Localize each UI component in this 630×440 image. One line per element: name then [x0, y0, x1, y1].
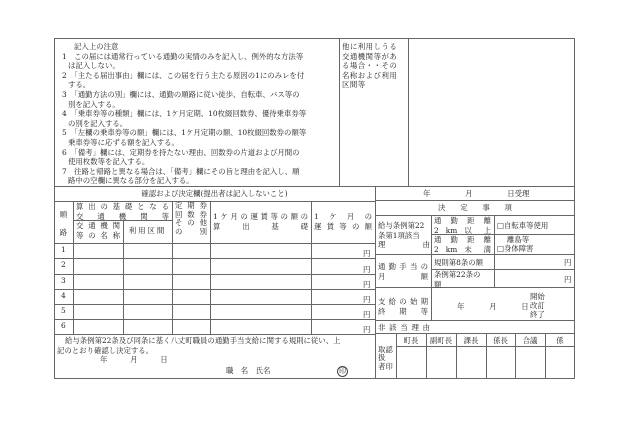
facility-cell[interactable] — [74, 274, 123, 289]
row-number: 5 — [61, 306, 66, 315]
basis-header — [76, 202, 169, 221]
yen-unit: 円 — [363, 280, 371, 289]
ticket-type-header — [175, 202, 207, 236]
section-cell[interactable] — [124, 319, 172, 334]
table-row — [54, 243, 375, 258]
period-options — [530, 292, 550, 320]
statement-line: 給与条例第22条及び同条に基く八丈町職員の通勤手当支給に関する規則に従い、上 — [65, 336, 341, 345]
yen-unit: 円 — [363, 249, 371, 258]
note-line: 7 往路と帰路と異なる場合は、「備考」欄にその旨と理由を記入し、順 — [62, 166, 300, 176]
note-line: 2 「主たる届出事由」欄には、この届を行う主たる原因の1にのみレを付 — [62, 70, 305, 80]
ticket-cell[interactable] — [173, 304, 210, 319]
label-line: 者印 — [378, 361, 393, 371]
table-row — [54, 319, 375, 334]
note-line: 路中の空欄に異なる部分を記入する。 — [68, 176, 194, 186]
row-number: 3 — [61, 276, 66, 285]
note-line: する。 — [68, 80, 91, 90]
note-line: 別を記入する。 — [68, 99, 120, 109]
facility-cell[interactable] — [74, 258, 123, 274]
bicycle-checkbox[interactable]: □自転車等使用 — [497, 221, 549, 230]
non-applicable-field[interactable] — [432, 321, 574, 333]
ticket-cell[interactable] — [173, 289, 210, 304]
disability-checkbox[interactable]: □身体障害 — [497, 244, 534, 253]
fare-basis-header — [213, 212, 308, 231]
label-line: 条第1項該当 — [378, 230, 420, 240]
rule8-amount-field[interactable] — [495, 255, 574, 269]
option-end[interactable]: 終了 — [530, 310, 545, 320]
divider — [339, 38, 340, 186]
role-deputy-mayor: 副町長 — [429, 336, 453, 345]
label-line: 額 — [434, 279, 442, 289]
stamp-section-chief[interactable] — [457, 347, 486, 378]
header-line: その他 — [175, 218, 207, 228]
ord22-label — [434, 270, 492, 289]
role-section-chief: 課長 — [463, 336, 479, 345]
month-label: 月 — [130, 355, 138, 364]
year-label: 年 — [100, 355, 108, 364]
header-line: 算 出 基 礎 — [213, 221, 308, 231]
yen-unit: 円 — [363, 310, 371, 319]
basis-cell[interactable] — [211, 319, 311, 334]
year-label: 年 — [423, 189, 431, 198]
day-label: 日 — [160, 355, 168, 364]
facility-cell[interactable] — [74, 319, 123, 334]
header-line: 算出の基礎となる — [76, 202, 169, 211]
receipt-date — [423, 189, 529, 199]
header-line: 交 通 機 関 等 — [76, 211, 169, 221]
other-transport-label — [342, 42, 406, 90]
option-start[interactable]: 開始 — [530, 292, 545, 301]
facility-cell[interactable] — [74, 304, 123, 319]
table-row — [54, 289, 375, 304]
section-cell[interactable] — [124, 304, 172, 319]
order-header — [54, 206, 73, 242]
ticket-cell[interactable] — [173, 258, 210, 274]
island-label: 離島等 — [507, 235, 530, 244]
table-row — [54, 274, 375, 289]
confirm-title: 確認および決定欄(提出者は記入しないこと) — [141, 189, 288, 198]
label-line: 交通機関等があ — [342, 51, 398, 61]
header-line: 1ケ月の運賃等の額の — [213, 212, 308, 221]
year-label: 年 — [457, 302, 465, 311]
section-cell[interactable] — [124, 274, 172, 289]
label-line: 理 由 — [378, 240, 430, 250]
ticket-cell[interactable] — [173, 274, 210, 289]
non-applicable-label: 非該当理由 — [378, 323, 430, 332]
basis-cell[interactable] — [211, 289, 311, 304]
divider — [54, 186, 575, 187]
label-line: 給与条例第22 — [378, 221, 425, 230]
divider — [408, 38, 409, 186]
label-line: る場合・・その — [342, 61, 398, 71]
label-line: 終 期 等 — [378, 306, 428, 316]
divider — [431, 215, 432, 320]
other-transport-field[interactable] — [410, 40, 574, 184]
header-line: 運賃等の額 — [314, 221, 372, 231]
label-line: 区間等 — [342, 80, 366, 90]
facility-cell[interactable] — [74, 243, 123, 258]
label-line: 支給の始期 — [378, 297, 428, 306]
stamp-deputy-mayor[interactable] — [427, 347, 456, 378]
decision-date — [100, 355, 168, 365]
section-cell[interactable] — [124, 289, 172, 304]
header-line: 1 ケ 月 の — [314, 212, 372, 221]
header-line: 回数券 — [175, 209, 207, 219]
label-line: 名称および利用 — [342, 70, 398, 80]
note-line: 5 「左欄の乗車券等の額」欄には、1ケ月定期の額、10枚綴回数券の額等 — [62, 128, 307, 138]
divider — [54, 334, 375, 335]
label-line: 扱 — [378, 353, 386, 363]
day-label: 日 — [521, 302, 529, 311]
label-line: 他に利用しうる — [342, 42, 398, 51]
statement-line: 記のとおり確認し決定する。 — [57, 345, 154, 355]
header-line: 路 — [59, 228, 68, 237]
notes-title: 記入上の注意 — [74, 42, 119, 51]
rule8-label: 規則第8条の額 — [434, 258, 484, 267]
seal-icon: 印 — [339, 367, 346, 375]
label-line: 通勤距離 — [434, 235, 491, 244]
period-date — [457, 302, 529, 312]
row-number: 6 — [61, 321, 66, 330]
notes-block — [62, 42, 332, 186]
label-line: 通勤手当の — [378, 262, 428, 271]
header-line: 交通機関 — [76, 221, 120, 230]
reason-label — [378, 221, 430, 250]
basis-cell[interactable] — [211, 258, 311, 274]
yen-unit: 円 — [363, 325, 371, 334]
divider — [375, 200, 575, 201]
ticket-cell[interactable] — [173, 319, 210, 334]
facility-name-header — [76, 221, 120, 240]
basis-cell[interactable] — [211, 304, 311, 319]
period-label — [378, 297, 428, 316]
stamp-mayor[interactable] — [397, 347, 426, 378]
note-line: 使用枚数等を記入する。 — [68, 157, 150, 167]
month-label: 月 — [465, 189, 473, 198]
decision-title: 決 定 事 項 — [438, 203, 512, 212]
section-cell[interactable] — [124, 243, 172, 258]
label-line: 2 km 未 満 — [434, 244, 491, 254]
monthly-fare-header — [314, 212, 372, 231]
note-line: の別を記入する。 — [68, 118, 128, 128]
stamp-consultation[interactable] — [516, 347, 545, 378]
table-row — [54, 304, 375, 319]
role-mayor: 町長 — [403, 336, 419, 345]
table-row — [54, 258, 375, 274]
stamp-staff[interactable] — [546, 347, 574, 378]
distance-over-label — [434, 216, 491, 235]
day-label: 日受理 — [507, 189, 530, 198]
statement — [57, 336, 373, 355]
option-revise[interactable]: 改訂 — [530, 301, 545, 311]
role-staff: 係 — [556, 336, 564, 345]
label-line: 取認 — [378, 345, 393, 354]
signer-label: 職 名 氏名 — [226, 366, 271, 375]
month-label: 月 — [489, 302, 497, 311]
role-consultation: 合議 — [522, 336, 538, 345]
row-number: 2 — [61, 260, 66, 269]
row-number: 1 — [61, 245, 66, 254]
label-line: 2 km 以 上 — [434, 225, 491, 235]
header-line: 順 — [59, 210, 68, 219]
section-header: 利用区間 — [128, 226, 167, 235]
ord22-amount-field[interactable] — [495, 270, 574, 286]
header-line: の 別 — [175, 226, 207, 236]
note-line: 3 「通勤方法の別」欄には、通勤の順路に従い徒歩、自転車、バス等の — [62, 89, 300, 99]
section-cell[interactable] — [124, 258, 172, 274]
note-line: は記入しない。 — [68, 61, 120, 71]
note-line: 4 「乗車券等の種類」欄には、1ケ月定期、10枚綴回数券、優待乗車券等 — [62, 109, 307, 119]
yen-unit: 円 — [564, 258, 572, 267]
header-line: 定期券 — [175, 201, 207, 210]
header-line: 等の名称 — [76, 230, 120, 240]
note-line: 6 「備考」欄には、定期券を持たない理由、回数券の片道および月間の — [62, 147, 300, 157]
allowance-label — [378, 262, 428, 281]
row-number: 4 — [61, 291, 66, 300]
ticket-cell[interactable] — [173, 243, 210, 258]
basis-cell[interactable] — [211, 274, 311, 289]
approver-label — [378, 346, 396, 371]
label-line: 月 額 — [378, 271, 428, 281]
note-line: 乗車券等に応ずる額を記入する。 — [68, 137, 179, 147]
note-line: 1 この届には通常行っている通勤の実情のみを記入し、例外的な方法等 — [62, 51, 304, 61]
role-unit-chief: 係長 — [493, 336, 508, 345]
yen-unit: 円 — [363, 295, 371, 304]
yen-unit: 円 — [564, 275, 572, 284]
label-line: 条例第22条の — [434, 270, 481, 279]
facility-cell[interactable] — [74, 289, 123, 304]
label-line: 通勤距離 — [434, 216, 491, 225]
yen-unit: 円 — [363, 265, 371, 274]
stamp-unit-chief[interactable] — [487, 347, 515, 378]
distance-under-label — [434, 235, 491, 254]
basis-cell[interactable] — [211, 243, 311, 258]
